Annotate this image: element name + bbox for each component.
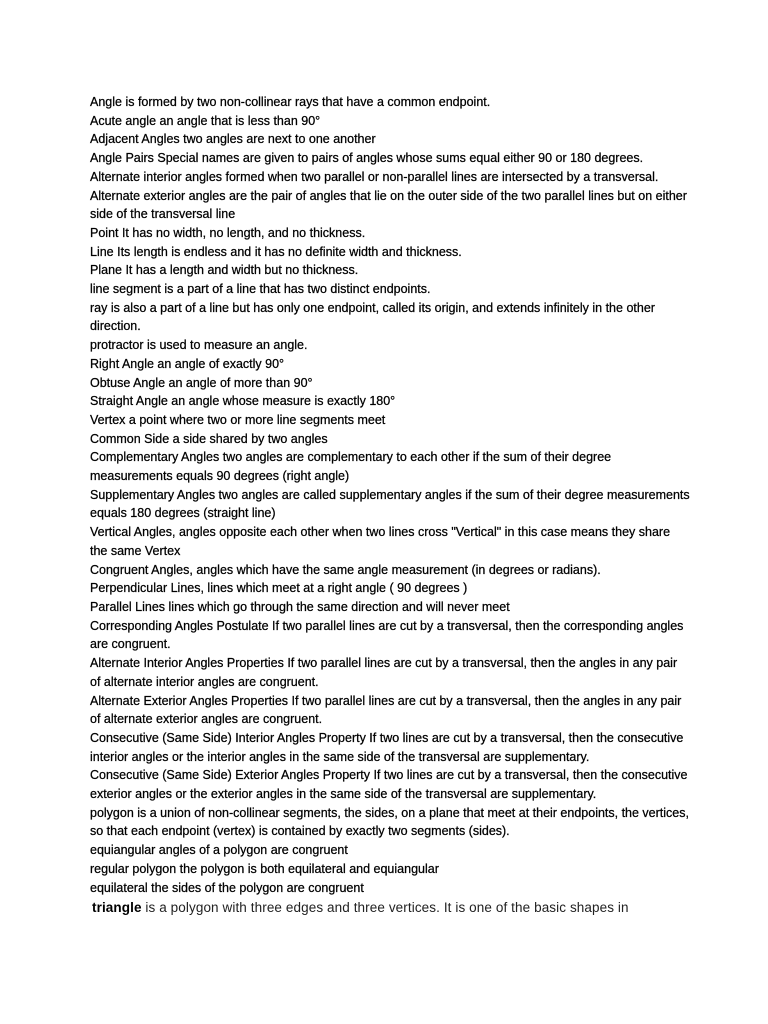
paragraph: Right Angle an angle of exactly 90° (90, 356, 285, 371)
paragraph: line segment is a part of a line that has two distinct endpoints. (90, 282, 431, 297)
paragraph: Line Its length is endless and it has no definite width and thickness. (90, 244, 462, 259)
paragraph: Alternate Interior Angles Properties If two parallel lines are cut by a transversal, then the angles in any pair of alternate interior angles are congruent. (90, 656, 678, 689)
paragraph: Alternate exterior angles are the pair of angles that lie on the outer side of the two parallel lines but on either side of the transversal line (90, 188, 687, 222)
paragraph: Obtuse Angle an angle of more than 90° (90, 375, 313, 390)
paragraph: Vertical Angles, angles opposite each other when two lines cross "Vertical" in this case means they share the same Vertex (90, 525, 671, 558)
paragraph: Straight Angle an angle whose measure is exactly 180° (90, 394, 396, 409)
paragraph: Plane It has a length and width but no thickness. (90, 263, 359, 278)
paragraph: Angle is formed by two non-collinear rays that have a common endpoint. (90, 95, 491, 109)
paragraph: equilateral the sides of the polygon are congruent (90, 880, 364, 895)
paragraph: Point It has no width, no length, and no thickness. (90, 225, 366, 240)
triangle-term: triangle (92, 900, 142, 916)
paragraph: Complementary Angles two angles are complementary to each other if the sum of their degree measurements equals 90 degrees (right angle) (90, 450, 612, 484)
paragraph: polygon is a union of non-collinear segments, the sides, on a plane that meet at their endpoints, the vertices, so that each endpoint (vertex) is contained by exactly two segments (sides). (90, 805, 689, 839)
paragraph: Acute angle an angle that is less than 90° (90, 113, 321, 128)
paragraph: Parallel Lines lines which go through the same direction and will never meet (90, 599, 510, 614)
paragraph: Vertex a point where two or more line segments meet (90, 412, 386, 427)
paragraph: Consecutive (Same Side) Interior Angles Property If two lines are cut by a transversal, then the consecutive interior angles or the interior angles in the same side of the transversal are supplementary. (90, 730, 684, 764)
paragraph: Common Side a side shared by two angles (90, 431, 328, 446)
triangle-definition: is a polygon with three edges and three vertices. It is one of the basic shapes in (141, 900, 629, 916)
document-body (90, 93, 690, 917)
final-paragraph (92, 899, 690, 917)
paragraph: ray is also a part of a line but has only one endpoint, called its origin, and extends infinitely in the other direction. (90, 300, 655, 334)
paragraph: equiangular angles of a polygon are congruent (90, 843, 348, 858)
paragraph: Corresponding Angles Postulate If two parallel lines are cut by a transversal, then the corresponding angles are congruent. (90, 618, 684, 652)
paragraph: Adjacent Angles two angles are next to one another (90, 132, 376, 147)
paragraph: Alternate Exterior Angles Properties If two parallel lines are cut by a transversal, then the angles in any pair of alternate exterior angles are congruent. (90, 693, 682, 727)
paragraph: regular polygon the polygon is both equilateral and equiangular (90, 861, 439, 876)
paragraph: Alternate interior angles formed when two parallel or non-parallel lines are intersected by a transversal. (90, 169, 659, 184)
paragraph: Perpendicular Lines, lines which meet at a right angle ( 90 degrees ) (90, 581, 468, 596)
paragraph: Angle Pairs Special names are given to pairs of angles whose sums equal either 90 or 180 degrees. (90, 151, 644, 166)
paragraph: protractor is used to measure an angle. (90, 338, 308, 353)
paragraph: Congruent Angles, angles which have the same angle measurement (in degrees or radians). (90, 562, 601, 577)
paragraph: Consecutive (Same Side) Exterior Angles Property If two lines are cut by a transversal, then the consecutive exterior angles or the exterior angles in the same side of the transversal are supplementary. (90, 768, 688, 802)
paragraph: Supplementary Angles two angles are called supplementary angles if the sum of their degree measurements equals 180 degrees (straight line) (90, 487, 690, 521)
